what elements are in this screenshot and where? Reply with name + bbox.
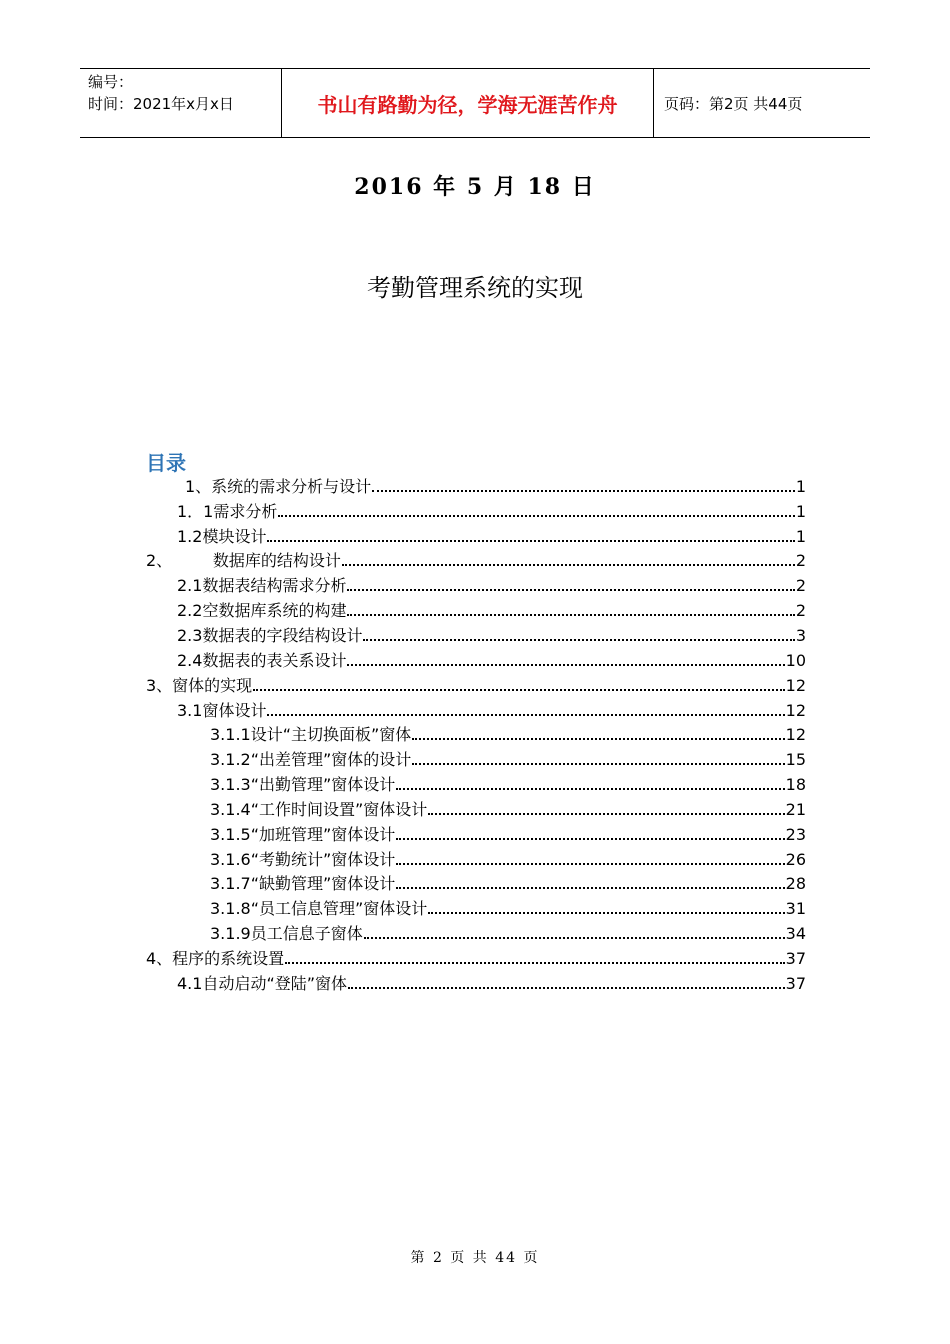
- toc-leader-dots: [364, 922, 785, 939]
- page-footer: 第 2 页 共 44 页: [410, 1250, 540, 1266]
- toc-entry-label: 1.2模块设计: [177, 527, 267, 546]
- toc-entry[interactable]: [210, 848, 806, 872]
- toc-entry-page: 18: [785, 775, 806, 794]
- number-label: 编号：: [88, 73, 134, 91]
- toc-entry[interactable]: [177, 972, 806, 996]
- toc-entry-page: 23: [785, 825, 806, 844]
- toc-entry[interactable]: [146, 674, 806, 698]
- toc-heading: 目录: [146, 451, 186, 475]
- toc-entry-label: 3.1窗体设计: [177, 701, 267, 720]
- toc-leader-dots: [428, 798, 784, 815]
- toc-entry[interactable]: [146, 947, 806, 971]
- toc-entry-page: 2: [795, 576, 806, 595]
- toc-leader-dots: [396, 773, 784, 790]
- toc-leader-dots: [348, 972, 785, 989]
- toc-entry-label: 3.1.7“缺勤管理”窗体设计: [210, 874, 396, 893]
- toc-entry[interactable]: [177, 649, 806, 673]
- header-left-cell: [80, 69, 282, 137]
- toc-entry-label: 2.3数据表的字段结构设计: [177, 626, 363, 645]
- toc-entry-page: 10: [785, 651, 806, 670]
- toc-entry-label: 3.1.6“考勤统计”窗体设计: [210, 850, 396, 869]
- toc-entry-label: 1．1需求分析: [177, 502, 278, 521]
- toc-leader-dots: [396, 823, 784, 840]
- toc-entry-label: 2.4数据表的表关系设计: [177, 651, 347, 670]
- toc-entry-page: 12: [785, 725, 806, 744]
- toc-entry[interactable]: [146, 549, 806, 573]
- toc-entry-label: 4、程序的系统设置: [146, 949, 285, 968]
- toc-entry-page: 2: [795, 551, 806, 570]
- toc-leader-dots: [253, 674, 784, 691]
- toc-entry[interactable]: [210, 773, 806, 797]
- toc-leader-dots: [396, 848, 784, 865]
- toc-entry[interactable]: [177, 599, 806, 623]
- toc-leader-dots: [363, 624, 794, 641]
- toc-leader-dots: [285, 947, 784, 964]
- toc-entry[interactable]: [210, 798, 806, 822]
- toc-leader-dots: [347, 599, 794, 616]
- toc-entry[interactable]: [185, 475, 806, 499]
- toc-entry[interactable]: [210, 723, 806, 747]
- toc-entry-label: 3.1.3“出勤管理”窗体设计: [210, 775, 396, 794]
- toc-entry-label: 3.1.8“员工信息管理”窗体设计: [210, 899, 428, 918]
- toc-entry-page: 21: [785, 800, 806, 819]
- toc-entry[interactable]: [210, 823, 806, 847]
- toc-entry[interactable]: [210, 922, 806, 946]
- toc-entry-label: 1、系统的需求分析与设计: [185, 477, 372, 496]
- toc-leader-dots: [347, 649, 784, 666]
- toc-entry[interactable]: [177, 500, 806, 524]
- toc-entry-label: 3.1.5“加班管理”窗体设计: [210, 825, 396, 844]
- toc-leader-dots: [267, 525, 794, 542]
- toc-entry-page: 3: [795, 626, 806, 645]
- toc-entry-page: 34: [785, 924, 806, 943]
- toc-entry[interactable]: [177, 574, 806, 598]
- toc-entry-page: 1: [795, 527, 806, 546]
- toc-entry[interactable]: [210, 897, 806, 921]
- toc-entry[interactable]: [177, 624, 806, 648]
- toc-entry-page: 26: [785, 850, 806, 869]
- toc-entry-label: 3.1.4“工作时间设置”窗体设计: [210, 800, 428, 819]
- toc-leader-dots: [396, 872, 784, 889]
- toc-leader-dots: [428, 897, 784, 914]
- toc-entry-page: 15: [785, 750, 806, 769]
- toc-leader-dots: [372, 475, 795, 492]
- toc-entry-page: 37: [785, 949, 806, 968]
- toc-entry[interactable]: [210, 872, 806, 896]
- time-label: 时间：2021年x月x日: [88, 95, 234, 113]
- toc-entry-label: 2、 数据库的结构设计: [146, 551, 341, 570]
- toc-entry-page: 31: [785, 899, 806, 918]
- toc-entry-label: 3.1.2“出差管理”窗体的设计: [210, 750, 412, 769]
- toc-entry-label: 3.1.9员工信息子窗体: [210, 924, 363, 943]
- toc-entry-page: 28: [785, 874, 806, 893]
- toc-entry-label: 4.1自动启动“登陆”窗体: [177, 974, 348, 993]
- toc-entry[interactable]: [177, 525, 806, 549]
- header-page-info: 页码：第2页 共44页: [664, 94, 803, 113]
- header-motto: 书山有路勤为径，学海无涯苦作舟: [282, 69, 654, 137]
- toc-leader-dots: [412, 723, 784, 740]
- toc-entry-page: 37: [785, 974, 806, 993]
- toc-entry-label: 3.1.1设计“主切换面板”窗体: [210, 725, 412, 744]
- toc-leader-dots: [278, 500, 794, 517]
- toc-entry-label: 2.2空数据库系统的构建: [177, 601, 347, 620]
- toc-entry-page: 12: [785, 701, 806, 720]
- toc-leader-dots: [412, 748, 784, 765]
- toc-leader-dots: [347, 574, 794, 591]
- toc-entry-page: 1: [795, 477, 806, 496]
- toc-leader-dots: [342, 549, 795, 566]
- page-header: [80, 68, 870, 138]
- toc-entry-page: 2: [795, 601, 806, 620]
- toc-entry[interactable]: [210, 748, 806, 772]
- toc-leader-dots: [267, 699, 784, 716]
- toc-entry-page: 12: [785, 676, 806, 695]
- toc-entry-label: 2.1数据表结构需求分析: [177, 576, 347, 595]
- toc-entry-page: 1: [795, 502, 806, 521]
- toc-entry[interactable]: [177, 699, 806, 723]
- document-title: 考勤管理系统的实现: [367, 274, 583, 302]
- document-date: 2016 年 5 月 18 日: [354, 174, 596, 200]
- toc-entry-label: 3、窗体的实现: [146, 676, 253, 695]
